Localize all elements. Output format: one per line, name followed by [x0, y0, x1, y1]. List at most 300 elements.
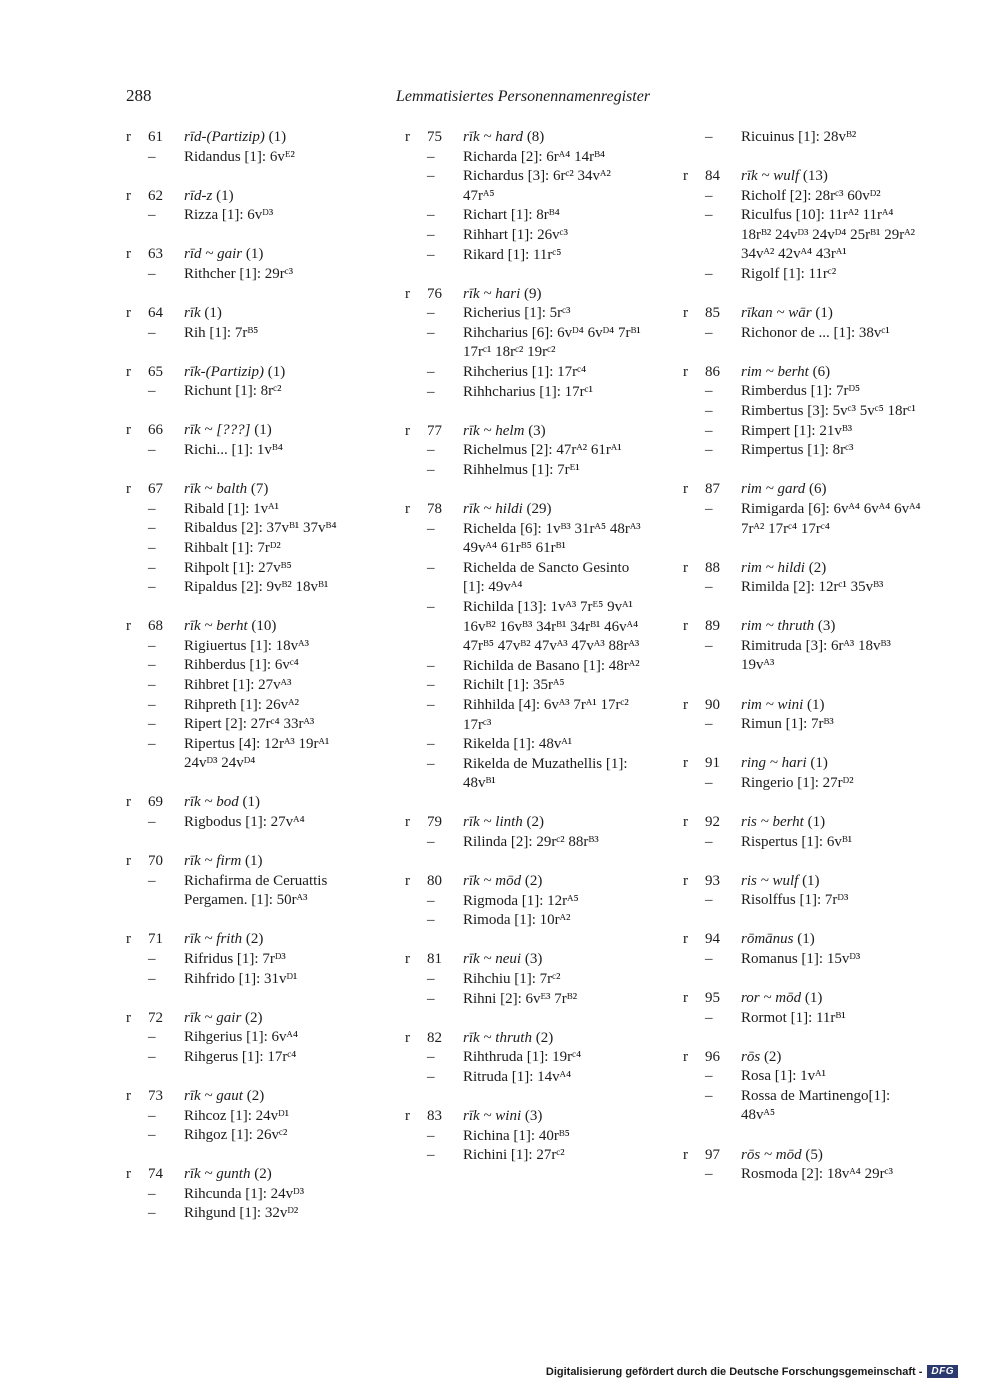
name-form — [126, 324, 366, 344]
name-form — [126, 441, 366, 461]
index-entry — [405, 1107, 645, 1166]
entry-head — [683, 930, 923, 950]
form-text: Rihhelmus [1]: 7rᴱ¹ — [463, 461, 580, 478]
entry-lemma-line — [184, 1165, 272, 1185]
form-text: Rimberdus [1]: 7rᴰ⁵ — [741, 383, 861, 400]
form-text: Rizza [1]: 6vᴰ³ — [184, 207, 274, 224]
index-entry — [126, 930, 366, 989]
form-text: Rigiuertus [1]: 18vᴬ³ — [184, 637, 309, 654]
entry-mark: r — [405, 814, 410, 831]
entry-count: (29) — [526, 501, 552, 517]
form-text: Rosa [1]: 1vᴬ¹ — [741, 1068, 826, 1085]
entry-lemma-line — [184, 617, 276, 637]
form-dash: – — [705, 1068, 713, 1085]
form-text: Rimpertus [1]: 8rᶜ³ — [741, 442, 854, 459]
entry-number: 67 — [148, 481, 163, 498]
name-form — [405, 598, 645, 657]
entry-number: 77 — [427, 422, 442, 439]
form-dash: – — [705, 207, 713, 224]
entry-lemma: rīk ~ [???] — [184, 422, 251, 439]
name-form — [126, 148, 366, 168]
name-form — [405, 676, 645, 696]
form-dash: – — [148, 579, 156, 596]
name-form — [126, 265, 366, 285]
form-dash: – — [705, 892, 713, 909]
form-dash: – — [148, 637, 156, 654]
entry-count: (2) — [254, 1166, 272, 1183]
entry-number: 97 — [705, 1146, 720, 1163]
entry-lemma: rīd-z — [184, 187, 213, 204]
entry-number: 95 — [705, 990, 720, 1006]
name-form — [126, 950, 366, 970]
form-dash: – — [705, 422, 713, 439]
form-dash: – — [705, 1166, 713, 1183]
entry-count: (5) — [805, 1146, 823, 1163]
entry-head — [405, 128, 645, 148]
form-dash: – — [148, 1107, 156, 1124]
entry-lemma-line — [184, 1087, 264, 1107]
entry-number: 72 — [148, 1009, 163, 1026]
entry-number: 69 — [148, 794, 163, 811]
entry-number: 91 — [705, 755, 720, 772]
entry-count: (2) — [808, 559, 827, 576]
index-entry — [126, 852, 366, 911]
form-dash: – — [148, 442, 156, 459]
entry-lemma: rīk ~ frith — [184, 931, 243, 948]
entry-head — [683, 617, 923, 637]
entry-lemma-line — [463, 128, 544, 148]
entry-lemma-line — [741, 872, 820, 892]
entry-count: (1) — [810, 755, 828, 772]
form-dash: – — [705, 442, 713, 459]
entry-head — [126, 245, 366, 265]
entry-mark: r — [126, 618, 131, 635]
entry-lemma: rīk ~ wini — [463, 1107, 522, 1124]
entry-lemma: rim ~ wini — [741, 696, 804, 713]
entry-head — [405, 1029, 645, 1049]
form-dash: – — [705, 187, 713, 204]
name-form — [405, 990, 645, 1010]
entry-head — [405, 813, 645, 833]
form-text: Rihberdus [1]: 6vᶜ⁴ — [184, 657, 299, 674]
entry-head — [683, 989, 923, 1009]
form-dash: – — [705, 500, 713, 517]
form-text: Rihbret [1]: 27vᴬ³ — [184, 676, 292, 693]
form-text: Rimbertus [3]: 5vᶜ³ 5vᶜ⁵ 18rᶜ¹ — [741, 403, 916, 420]
form-text: Rihchiu [1]: 7rᶜ² — [463, 970, 561, 987]
form-dash: – — [705, 774, 713, 791]
entry-lemma-line — [184, 1009, 263, 1029]
index-entry — [683, 559, 923, 598]
entry-count: (1) — [204, 305, 222, 322]
form-text: Rormot [1]: 11rᴮ¹ — [741, 1009, 846, 1026]
name-form — [126, 1185, 366, 1205]
entry-mark: r — [126, 931, 131, 948]
name-form — [683, 774, 923, 794]
entry-count: (2) — [524, 873, 543, 890]
entry-lemma: rim ~ berht — [741, 363, 809, 380]
entry-number: 71 — [148, 931, 163, 948]
name-form — [405, 206, 645, 226]
form-dash: – — [427, 383, 435, 400]
index-entry — [683, 1146, 923, 1185]
entry-head — [405, 500, 645, 520]
entry-mark: r — [683, 363, 688, 380]
entry-head — [683, 696, 923, 716]
form-text: Rimun [1]: 7rᴮ³ — [741, 716, 834, 733]
entry-mark: r — [126, 481, 131, 498]
entry-number: 86 — [705, 363, 720, 380]
entry-lemma: rīk ~ firm — [184, 853, 242, 870]
entry-head — [405, 1107, 645, 1127]
index-entry — [683, 167, 923, 285]
form-text: Risolffus [1]: 7rᴰ³ — [741, 892, 849, 909]
name-form — [126, 1028, 366, 1048]
form-text: Rosmoda [2]: 18vᴬ⁴ 29rᶜ³ — [741, 1166, 893, 1183]
entry-count: (2) — [535, 1029, 554, 1046]
form-dash: – — [427, 990, 435, 1007]
entry-head — [405, 422, 645, 442]
entry-mark: r — [126, 305, 131, 322]
entry-count: (1) — [254, 422, 272, 439]
entry-lemma-line — [463, 422, 546, 442]
form-text: Ripertus [4]: 12rᴬ³ 19rᴬ¹ 24vᴰ³ 24vᴰ⁴ — [184, 735, 330, 772]
entry-mark: r — [126, 363, 131, 380]
entry-head — [683, 480, 923, 500]
form-dash: – — [427, 736, 435, 753]
form-text: Richafirma de Ceruattis Pergamen. [1]: 50rᴬ³ — [184, 872, 328, 909]
entry-lemma-line — [184, 187, 234, 207]
form-text: Ridandus [1]: 6vᴱ² — [184, 148, 295, 165]
entry-mark: r — [683, 618, 688, 635]
form-dash: – — [705, 383, 713, 400]
name-form — [405, 911, 645, 931]
entry-number: 75 — [427, 129, 442, 145]
form-dash: – — [705, 716, 713, 733]
name-form — [683, 422, 923, 442]
index-entry — [405, 813, 645, 852]
form-text: Richi... [1]: 1vᴮ⁴ — [184, 442, 283, 459]
entry-mark: r — [126, 794, 131, 811]
form-text: Richarda [2]: 6rᴬ⁴ 14rᴮ⁴ — [463, 148, 606, 165]
name-form — [126, 715, 366, 735]
form-dash: – — [705, 950, 713, 967]
name-form — [126, 676, 366, 696]
entry-mark: r — [405, 285, 410, 302]
entry-lemma-line — [741, 989, 822, 1009]
entry-lemma-line — [741, 1048, 781, 1068]
form-dash: – — [427, 696, 435, 713]
footer-text: Digitalisierung gefördert durch die Deutsche Forschungsgemeinschaft - — [545, 1365, 923, 1378]
form-dash: – — [427, 892, 435, 909]
entry-count: (1) — [807, 813, 826, 830]
form-dash: – — [148, 324, 156, 341]
name-form — [126, 1126, 366, 1146]
entry-lemma-line — [463, 1107, 542, 1127]
entry-lemma: rīkan ~ wār — [741, 305, 812, 322]
entry-mark: r — [126, 187, 131, 204]
form-dash: – — [148, 814, 156, 831]
form-text: Romanus [1]: 15vᴰ³ — [741, 950, 861, 967]
entry-number: 74 — [148, 1166, 163, 1183]
name-form — [126, 872, 366, 911]
name-form — [126, 970, 366, 990]
name-form — [683, 637, 923, 676]
entry-count: (1) — [268, 129, 287, 145]
entry-head — [405, 872, 645, 892]
name-form — [683, 715, 923, 735]
entry-lemma: rīk ~ gunth — [184, 1166, 251, 1183]
entry-count: (1) — [245, 853, 263, 870]
form-dash: – — [148, 696, 156, 713]
entry-count: (6) — [808, 481, 827, 498]
entry-number: 96 — [705, 1048, 720, 1065]
name-form — [126, 1204, 366, 1224]
form-text: Rih [1]: 7rᴮ⁵ — [184, 324, 259, 341]
form-text: Rimilda [2]: 12rᶜ¹ 35vᴮ³ — [741, 579, 884, 596]
entry-mark: r — [405, 1107, 410, 1124]
form-text: Rihpreth [1]: 26vᴬ² — [184, 696, 299, 713]
entry-lemma-line — [741, 696, 825, 716]
entry-number: 89 — [705, 618, 720, 635]
entry-mark: r — [683, 755, 688, 772]
form-dash: – — [427, 1068, 435, 1085]
form-dash: – — [427, 148, 435, 165]
entry-lemma: rim ~ gard — [741, 481, 806, 498]
form-dash: – — [427, 1049, 435, 1066]
form-text: Rihfrido [1]: 31vᴰ¹ — [184, 970, 298, 987]
index-entry — [405, 872, 645, 931]
form-dash: – — [705, 1087, 713, 1104]
name-form — [405, 735, 645, 755]
entry-count: (1) — [802, 872, 820, 889]
name-form — [683, 891, 923, 911]
entry-mark: r — [683, 813, 688, 830]
form-text: Rihgerius [1]: 6vᴬ⁴ — [184, 1029, 299, 1046]
index-column-1 — [126, 128, 366, 1244]
form-text: Rigolf [1]: 11rᶜ² — [741, 266, 837, 283]
entry-head — [126, 1009, 366, 1029]
form-text: Rilinda [2]: 29rᶜ² 88rᴮ³ — [463, 834, 599, 850]
name-form — [683, 265, 923, 285]
entry-count: (3) — [524, 1107, 543, 1124]
index-entry — [126, 363, 366, 402]
entry-head — [683, 754, 923, 774]
name-form — [683, 382, 923, 402]
entry-head — [126, 304, 366, 324]
form-dash: – — [148, 1029, 156, 1046]
form-text: Richardus [3]: 6rᶜ² 34vᴬ² 47rᴬ⁵ — [463, 168, 611, 204]
index-entry — [405, 285, 645, 403]
form-text: Riculfus [10]: 11rᴬ² 11rᴬ⁴ 18rᴮ² 24vᴰ³ 24vᴰ⁴ 25rᴮ¹ 29rᴬ² 34vᴬ² 42vᴬ⁴ 43rᴬ¹ — [741, 207, 916, 263]
form-dash: – — [427, 677, 435, 694]
entry-lemma: rīk ~ berht — [184, 618, 248, 635]
name-form — [405, 148, 645, 168]
entry-lemma: rīk ~ hard — [463, 129, 524, 145]
form-dash: – — [427, 305, 435, 322]
entry-count: (2) — [526, 814, 545, 831]
entry-number: 70 — [148, 853, 163, 870]
index-entry — [126, 1087, 366, 1146]
index-entry — [126, 617, 366, 774]
entry-mark: r — [683, 1146, 688, 1163]
form-dash: – — [427, 207, 435, 224]
name-form — [126, 735, 366, 774]
form-text: Richonor de ... [1]: 38vᶜ¹ — [741, 324, 890, 341]
form-dash: – — [427, 324, 435, 341]
entry-lemma: rīk ~ gair — [184, 1009, 242, 1026]
form-dash: – — [148, 559, 156, 576]
running-title: Lemmatisiertes Personennamenregister — [396, 88, 651, 105]
entry-lemma-line — [741, 167, 828, 187]
index-entry — [683, 128, 923, 148]
entry-mark: r — [126, 129, 131, 145]
form-dash: – — [148, 500, 156, 517]
entry-mark: r — [405, 422, 410, 439]
index-entry — [683, 754, 923, 793]
index-entry — [126, 793, 366, 832]
entry-lemma: rīk ~ bod — [184, 794, 239, 811]
form-text: Rimigarda [6]: 6vᴬ⁴ 6vᴬ⁴ 6vᴬ⁴ 7rᴬ² 17rᶜ⁴ 17rᶜ⁴ — [741, 500, 921, 537]
form-text: Rihpolt [1]: 27vᴮ⁵ — [184, 559, 292, 576]
entry-mark: r — [683, 1048, 688, 1065]
form-dash: – — [148, 265, 156, 282]
entry-lemma: ror ~ mōd — [741, 990, 802, 1006]
form-dash: – — [705, 637, 713, 654]
entry-lemma-line — [184, 245, 263, 265]
index-column-2 — [405, 128, 645, 1185]
name-form — [405, 324, 645, 363]
form-text: Rithcher [1]: 29rᶜ³ — [184, 265, 294, 282]
form-dash: – — [427, 598, 435, 615]
entry-lemma: rīk ~ linth — [463, 814, 523, 831]
entry-number: 94 — [705, 931, 720, 948]
entry-head — [126, 480, 366, 500]
form-text: Ringerio [1]: 27rᴰ² — [741, 774, 854, 791]
form-dash: – — [148, 539, 156, 556]
form-dash: – — [705, 324, 713, 341]
entry-count: (3) — [528, 422, 546, 439]
entry-number: 88 — [705, 559, 720, 576]
form-dash: – — [705, 403, 713, 420]
name-form — [683, 324, 923, 344]
name-form — [683, 950, 923, 970]
entry-mark: r — [405, 501, 410, 517]
form-text: Rihcoz [1]: 24vᴰ¹ — [184, 1107, 290, 1124]
form-text: Rihni [2]: 6vᴱ³ 7rᴮ² — [463, 990, 578, 1007]
name-form — [405, 1048, 645, 1068]
entry-head — [126, 363, 366, 383]
entry-count: (2) — [245, 1009, 263, 1026]
entry-count: (1) — [807, 696, 825, 713]
name-form — [126, 813, 366, 833]
entry-lemma-line — [741, 930, 815, 950]
entry-lemma: rīd-(Partizip) — [184, 129, 265, 145]
index-entry — [683, 480, 923, 539]
entry-lemma: rīk ~ mōd — [463, 873, 522, 890]
name-form — [405, 1127, 645, 1147]
entry-number: 87 — [705, 481, 720, 498]
entry-lemma-line — [741, 559, 826, 579]
index-entry — [405, 1029, 645, 1088]
form-text: Rossa de Martinengo[1]: 48vᴬ⁵ — [741, 1087, 891, 1124]
entry-head — [683, 813, 923, 833]
form-text: Rigbodus [1]: 27vᴬ⁴ — [184, 814, 305, 831]
index-entry — [405, 500, 645, 794]
entry-head — [683, 304, 923, 324]
entry-head — [126, 1087, 366, 1107]
page-number: 288 — [126, 86, 152, 105]
entry-lemma: rīk ~ hari — [463, 285, 521, 302]
form-text: Richelda de Sancto Gesinto [1]: 49vᴬ⁴ — [463, 559, 630, 596]
form-text: Rimitruda [3]: 6rᴬ³ 18vᴮ³ 19vᴬ³ — [741, 637, 891, 674]
form-dash: – — [705, 833, 713, 850]
entry-head — [683, 1048, 923, 1068]
entry-number: 85 — [705, 305, 720, 322]
form-text: Rihcunda [1]: 24vᴰ³ — [184, 1185, 305, 1202]
index-entry — [683, 617, 923, 676]
entry-lemma: rīk ~ helm — [463, 422, 525, 439]
entry-lemma-line — [741, 304, 833, 324]
form-dash: – — [427, 834, 435, 850]
name-form — [126, 656, 366, 676]
entry-lemma: rōs ~ mōd — [741, 1146, 802, 1163]
form-text: Rihthruda [1]: 19rᶜ⁴ — [463, 1049, 582, 1066]
entry-lemma: rōs — [741, 1048, 761, 1065]
entry-head — [126, 187, 366, 207]
index-entry — [126, 187, 366, 226]
entry-lemma-line — [184, 852, 263, 872]
entry-number: 78 — [427, 501, 442, 517]
dfg-logo: DFG — [927, 1365, 958, 1378]
entry-head — [126, 421, 366, 441]
name-form — [405, 304, 645, 324]
form-text: Rihbalt [1]: 7rᴰ² — [184, 539, 281, 556]
index-entry — [405, 950, 645, 1009]
index-entry — [683, 363, 923, 461]
index-entry — [683, 989, 923, 1028]
entry-lemma-line — [463, 500, 552, 520]
entry-lemma: rīk-(Partizip) — [184, 363, 264, 380]
name-form — [405, 559, 645, 598]
entry-count: (1) — [815, 305, 833, 322]
entry-count: (6) — [812, 363, 831, 380]
entry-mark: r — [126, 1166, 131, 1183]
form-dash: – — [705, 579, 713, 596]
entry-head — [683, 872, 923, 892]
form-text: Rihgerus [1]: 17rᶜ⁴ — [184, 1048, 297, 1065]
form-dash: – — [427, 520, 435, 537]
entry-number: 61 — [148, 129, 163, 145]
index-entry — [683, 872, 923, 911]
name-form — [126, 382, 366, 402]
name-form — [683, 1009, 923, 1029]
form-text: Richilt [1]: 35rᴬ⁵ — [463, 677, 565, 694]
name-form — [683, 1067, 923, 1087]
name-form — [126, 637, 366, 657]
entry-lemma-line — [463, 950, 542, 970]
name-form — [405, 833, 645, 853]
entry-number: 73 — [148, 1087, 163, 1104]
entry-lemma: ring ~ hari — [741, 755, 807, 772]
entry-lemma-line — [184, 421, 272, 441]
entry-count: (8) — [526, 129, 545, 145]
name-form — [683, 402, 923, 422]
entry-lemma: rīk ~ hildi — [463, 501, 523, 517]
entry-number: 83 — [427, 1107, 442, 1124]
entry-mark: r — [126, 422, 131, 439]
entry-number: 93 — [705, 872, 720, 889]
